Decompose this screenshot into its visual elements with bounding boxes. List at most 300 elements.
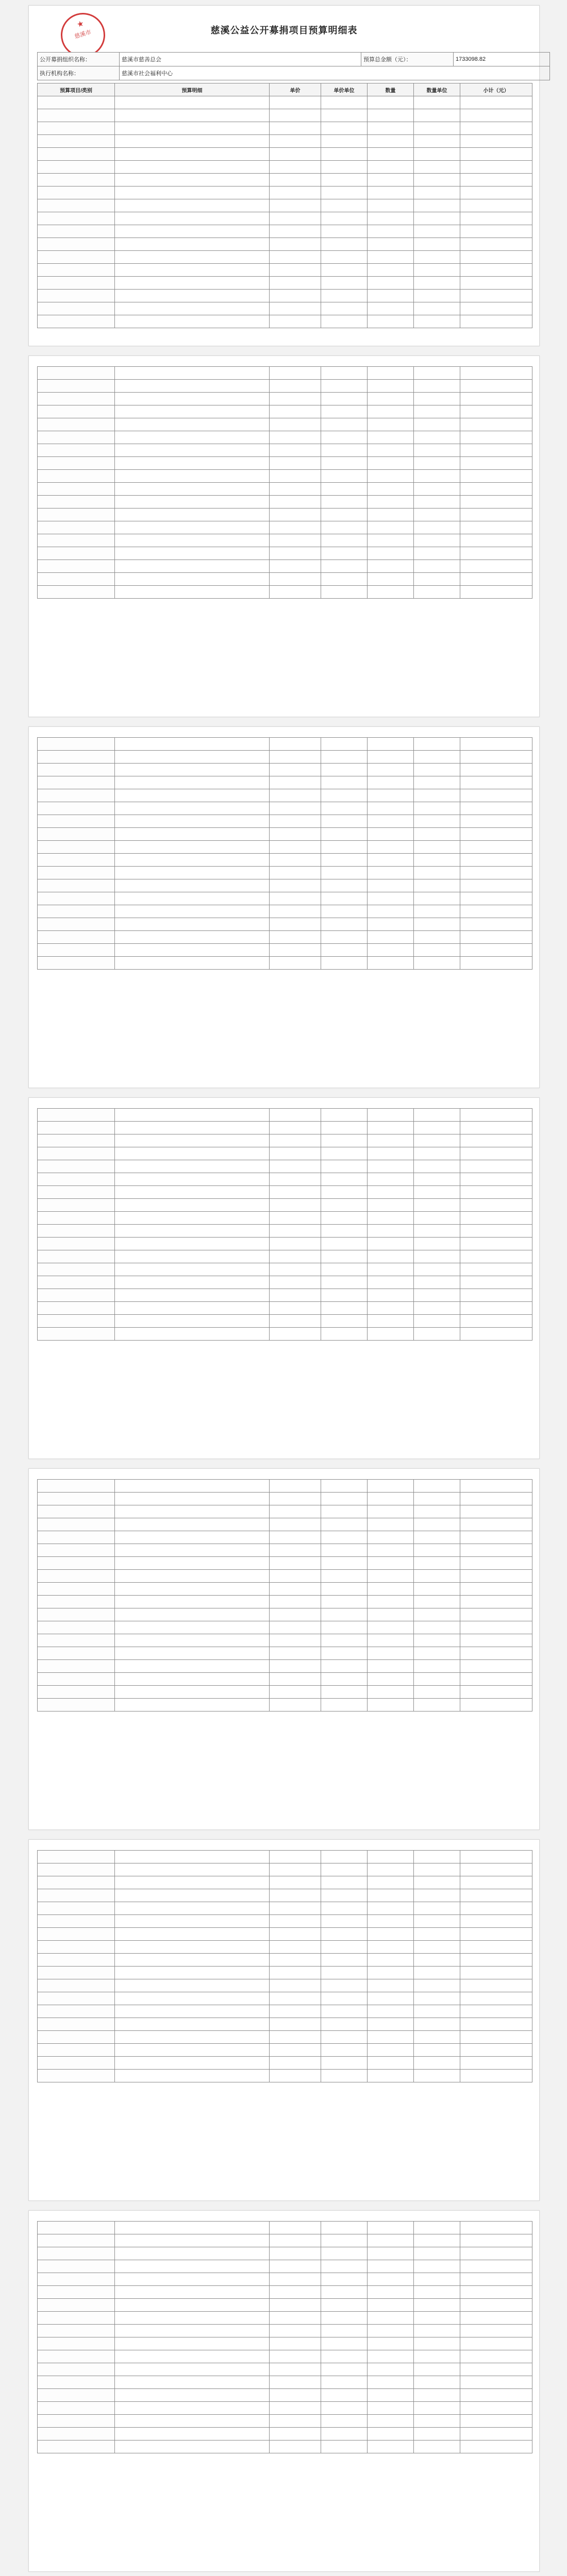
cell-qty (368, 1518, 414, 1531)
cell-group (38, 1328, 115, 1341)
cell-subtotal (460, 1493, 532, 1505)
cell-desc (115, 2337, 270, 2350)
cell-subtotal (460, 174, 532, 187)
cell-price (270, 1480, 321, 1493)
cell-unit (321, 776, 368, 789)
cell-desc (115, 1199, 270, 1212)
cell-group (38, 1851, 115, 1863)
cell-qty (368, 148, 414, 161)
cell-qty (368, 2312, 414, 2325)
cell-subtotal (460, 1992, 532, 2005)
cell-qty (368, 1992, 414, 2005)
table-row (38, 2005, 532, 2018)
cell-subtotal (460, 905, 532, 918)
cell-qty (368, 444, 414, 457)
cell-desc (115, 380, 270, 393)
cell-unit (321, 2273, 368, 2286)
cell-qunit (414, 251, 460, 264)
cell-subtotal (460, 431, 532, 444)
table-row (38, 573, 532, 586)
cell-subtotal (460, 302, 532, 315)
table-row (38, 2402, 532, 2415)
table-row (38, 290, 532, 302)
cell-qunit (414, 1660, 460, 1673)
cell-subtotal (460, 1328, 532, 1341)
cell-group (38, 573, 115, 586)
cell-unit (321, 2018, 368, 2031)
cell-qty (368, 251, 414, 264)
cell-price (270, 738, 321, 751)
table-row (38, 789, 532, 802)
cell-qty (368, 122, 414, 135)
cell-group (38, 199, 115, 212)
cell-group (38, 161, 115, 174)
cell-group (38, 393, 115, 405)
cell-subtotal (460, 892, 532, 905)
cell-subtotal (460, 1979, 532, 1992)
cell-group (38, 931, 115, 944)
cell-price (270, 931, 321, 944)
cell-qunit (414, 2234, 460, 2247)
cell-group (38, 1699, 115, 1711)
cell-qty (368, 1225, 414, 1238)
cell-group (38, 879, 115, 892)
cell-desc (115, 1289, 270, 1302)
cell-qunit (414, 444, 460, 457)
table-row (38, 1544, 532, 1557)
cell-group (38, 2376, 115, 2389)
table-row (38, 521, 532, 534)
cell-desc (115, 1147, 270, 1160)
cell-qty (368, 1941, 414, 1954)
cell-qunit (414, 2031, 460, 2044)
cell-group (38, 2222, 115, 2234)
cell-qty (368, 1544, 414, 1557)
cell-price (270, 1122, 321, 1134)
cell-desc (115, 2057, 270, 2070)
cell-qunit (414, 1493, 460, 1505)
table-row (38, 1889, 532, 1902)
cell-price (270, 109, 321, 122)
cell-qty (368, 96, 414, 109)
cell-qunit (414, 290, 460, 302)
cell-desc (115, 290, 270, 302)
cell-desc (115, 1647, 270, 1660)
cell-price (270, 199, 321, 212)
cell-qunit (414, 841, 460, 854)
cell-subtotal (460, 483, 532, 496)
table-row (38, 1557, 532, 1570)
table-row (38, 2273, 532, 2286)
cell-qty (368, 560, 414, 573)
cell-qty (368, 1621, 414, 1634)
cell-price (270, 2018, 321, 2031)
table-row (38, 2312, 532, 2325)
table-row (38, 444, 532, 457)
table-row (38, 2234, 532, 2247)
cell-group (38, 2441, 115, 2453)
cell-qty (368, 1928, 414, 1941)
cell-qunit (414, 418, 460, 431)
cell-desc (115, 315, 270, 328)
cell-subtotal (460, 418, 532, 431)
cell-price (270, 1570, 321, 1583)
table-row (38, 1634, 532, 1647)
cell-unit (321, 1480, 368, 1493)
cell-price (270, 1250, 321, 1263)
table-row (38, 225, 532, 238)
cell-desc (115, 1302, 270, 1315)
cell-qunit (414, 2350, 460, 2363)
cell-unit (321, 380, 368, 393)
cell-subtotal (460, 957, 532, 970)
cell-price (270, 2234, 321, 2247)
table-row (38, 1851, 532, 1863)
cell-qty (368, 315, 414, 328)
table-row (38, 2031, 532, 2044)
cell-subtotal (460, 290, 532, 302)
cell-qty (368, 892, 414, 905)
cell-unit (321, 1315, 368, 1328)
table-row (38, 1979, 532, 1992)
cell-qunit (414, 815, 460, 828)
cell-group (38, 483, 115, 496)
cell-qunit (414, 521, 460, 534)
cell-desc (115, 2428, 270, 2441)
cell-qty (368, 1660, 414, 1673)
cell-qunit (414, 1302, 460, 1315)
cell-desc (115, 187, 270, 199)
cell-subtotal (460, 2031, 532, 2044)
table-row (38, 1954, 532, 1967)
cell-qty (368, 2350, 414, 2363)
table-row (38, 1238, 532, 1250)
cell-desc (115, 2286, 270, 2299)
cell-qty (368, 393, 414, 405)
cell-subtotal (460, 509, 532, 521)
cell-qty (368, 496, 414, 509)
cell-group (38, 1583, 115, 1596)
cell-subtotal (460, 1173, 532, 1186)
cell-unit (321, 1928, 368, 1941)
cell-subtotal (460, 496, 532, 509)
cell-desc (115, 1109, 270, 1122)
document-title: 慈溪公益公开募捐项目预算明细表 (210, 25, 358, 36)
cell-price (270, 2299, 321, 2312)
cell-unit (321, 1238, 368, 1250)
cell-group (38, 1225, 115, 1238)
cell-subtotal (460, 1876, 532, 1889)
cell-price (270, 2350, 321, 2363)
cell-qty (368, 212, 414, 225)
cell-group (38, 109, 115, 122)
page-2 (28, 355, 540, 717)
cell-qunit (414, 905, 460, 918)
cell-group (38, 2018, 115, 2031)
cell-qunit (414, 393, 460, 405)
project-header-table (37, 52, 550, 80)
table-row (38, 957, 532, 970)
cell-price (270, 1876, 321, 1889)
cell-unit (321, 1263, 368, 1276)
cell-unit (321, 2260, 368, 2273)
table-row (38, 1660, 532, 1673)
cell-desc (115, 534, 270, 547)
cell-qty (368, 918, 414, 931)
table-row (38, 418, 532, 431)
table-row (38, 2286, 532, 2299)
cell-qty (368, 815, 414, 828)
cell-subtotal (460, 1634, 532, 1647)
cell-unit (321, 802, 368, 815)
cell-group (38, 789, 115, 802)
table-row (38, 828, 532, 841)
cell-qunit (414, 2260, 460, 2273)
cell-qty (368, 854, 414, 867)
cell-unit (321, 483, 368, 496)
cell-qty (368, 1583, 414, 1596)
cell-qunit (414, 277, 460, 290)
cell-desc (115, 2350, 270, 2363)
cell-desc (115, 1876, 270, 1889)
cell-unit (321, 2286, 368, 2299)
cell-group (38, 764, 115, 776)
cell-subtotal (460, 2222, 532, 2234)
cell-desc (115, 1915, 270, 1928)
cell-price (270, 1505, 321, 1518)
cell-desc (115, 2247, 270, 2260)
cell-group (38, 841, 115, 854)
table-row (38, 1225, 532, 1238)
table-row (38, 1493, 532, 1505)
cell-group (38, 1596, 115, 1608)
cell-unit (321, 1212, 368, 1225)
cell-price (270, 277, 321, 290)
cell-subtotal (460, 1505, 532, 1518)
cell-desc (115, 2376, 270, 2389)
table-row (38, 931, 532, 944)
cell-group (38, 905, 115, 918)
cell-desc (115, 1186, 270, 1199)
cell-qty (368, 1570, 414, 1583)
cell-subtotal (460, 2312, 532, 2325)
cell-unit (321, 251, 368, 264)
cell-unit (321, 1876, 368, 1889)
cell-unit (321, 1518, 368, 1531)
cell-price (270, 2247, 321, 2260)
page-5 (28, 1468, 540, 1830)
cell-qunit (414, 225, 460, 238)
cell-qunit (414, 199, 460, 212)
cell-unit (321, 586, 368, 599)
table-row (38, 470, 532, 483)
cell-price (270, 867, 321, 879)
cell-price (270, 1889, 321, 1902)
table-row (38, 174, 532, 187)
cell-qty (368, 2222, 414, 2234)
cell-desc (115, 122, 270, 135)
cell-qty (368, 483, 414, 496)
cell-desc (115, 2018, 270, 2031)
cell-qunit (414, 1480, 460, 1493)
table-header-row (38, 83, 532, 96)
cell-group (38, 444, 115, 457)
cell-desc (115, 1505, 270, 1518)
cell-qunit (414, 457, 460, 470)
cell-desc (115, 944, 270, 957)
cell-qty (368, 2044, 414, 2057)
cell-qunit (414, 1876, 460, 1889)
cell-subtotal (460, 2044, 532, 2057)
cell-group (38, 1212, 115, 1225)
cell-price (270, 905, 321, 918)
cell-qunit (414, 534, 460, 547)
cell-qty (368, 1493, 414, 1505)
cell-qunit (414, 1928, 460, 1941)
table-row (38, 918, 532, 931)
cell-price (270, 2031, 321, 2044)
cell-unit (321, 1186, 368, 1199)
cell-desc (115, 405, 270, 418)
cell-qty (368, 764, 414, 776)
budget-items-table (37, 1108, 532, 1341)
cell-qty (368, 199, 414, 212)
cell-group (38, 187, 115, 199)
cell-desc (115, 1238, 270, 1250)
cell-group (38, 1289, 115, 1302)
column-header: 预算明细 (115, 83, 270, 96)
cell-qty (368, 957, 414, 970)
cell-desc (115, 1621, 270, 1634)
header-cell: 慈溪市社会福利中心 (120, 66, 550, 80)
cell-unit (321, 277, 368, 290)
cell-price (270, 225, 321, 238)
cell-qty (368, 2389, 414, 2402)
cell-qunit (414, 367, 460, 380)
cell-group (38, 1160, 115, 1173)
cell-qunit (414, 547, 460, 560)
cell-desc (115, 1250, 270, 1263)
cell-qty (368, 1851, 414, 1863)
budget-items-table (37, 2221, 532, 2453)
cell-qty (368, 1979, 414, 1992)
cell-qty (368, 470, 414, 483)
cell-unit (321, 521, 368, 534)
cell-qunit (414, 2428, 460, 2441)
table-row (38, 2222, 532, 2234)
cell-unit (321, 290, 368, 302)
table-row (38, 2260, 532, 2273)
cell-group (38, 2070, 115, 2082)
cell-price (270, 892, 321, 905)
cell-subtotal (460, 1134, 532, 1147)
cell-qunit (414, 148, 460, 161)
cell-qty (368, 405, 414, 418)
cell-group (38, 431, 115, 444)
table-row (38, 1967, 532, 1979)
cell-qty (368, 1596, 414, 1608)
column-header: 单价单位 (321, 83, 368, 96)
cell-qty (368, 2376, 414, 2389)
cell-desc (115, 1902, 270, 1915)
cell-price (270, 1967, 321, 1979)
cell-qunit (414, 1851, 460, 1863)
table-row (38, 2441, 532, 2453)
cell-price (270, 367, 321, 380)
cell-qunit (414, 2312, 460, 2325)
cell-group (38, 1915, 115, 1928)
cell-qunit (414, 1863, 460, 1876)
cell-qunit (414, 879, 460, 892)
cell-subtotal (460, 2337, 532, 2350)
cell-desc (115, 496, 270, 509)
cell-price (270, 1531, 321, 1544)
cell-subtotal (460, 2286, 532, 2299)
cell-qty (368, 1673, 414, 1686)
cell-price (270, 1992, 321, 2005)
cell-desc (115, 1276, 270, 1289)
table-row (38, 238, 532, 251)
cell-price (270, 1518, 321, 1531)
cell-unit (321, 1493, 368, 1505)
cell-qunit (414, 918, 460, 931)
cell-desc (115, 1992, 270, 2005)
cell-unit (321, 2299, 368, 2312)
cell-qty (368, 1686, 414, 1699)
cell-subtotal (460, 789, 532, 802)
cell-unit (321, 470, 368, 483)
cell-unit (321, 405, 368, 418)
cell-subtotal (460, 1954, 532, 1967)
cell-desc (115, 867, 270, 879)
cell-subtotal (460, 1147, 532, 1160)
cell-qunit (414, 802, 460, 815)
cell-group (38, 380, 115, 393)
cell-unit (321, 161, 368, 174)
cell-qunit (414, 1134, 460, 1147)
cell-unit (321, 931, 368, 944)
cell-price (270, 380, 321, 393)
table-row (38, 161, 532, 174)
cell-desc (115, 2234, 270, 2247)
cell-price (270, 2441, 321, 2453)
table-row (38, 867, 532, 879)
cell-desc (115, 2070, 270, 2082)
cell-qunit (414, 212, 460, 225)
cell-unit (321, 122, 368, 135)
cell-qunit (414, 1570, 460, 1583)
cell-price (270, 1851, 321, 1863)
cell-desc (115, 96, 270, 109)
cell-desc (115, 2273, 270, 2286)
cell-qunit (414, 496, 460, 509)
cell-group (38, 534, 115, 547)
cell-price (270, 1863, 321, 1876)
cell-qunit (414, 264, 460, 277)
cell-unit (321, 815, 368, 828)
cell-price (270, 122, 321, 135)
cell-desc (115, 547, 270, 560)
cell-desc (115, 148, 270, 161)
cell-unit (321, 1889, 368, 1902)
cell-unit (321, 2376, 368, 2389)
table-row (38, 135, 532, 148)
table-row (38, 1621, 532, 1634)
cell-unit (321, 109, 368, 122)
cell-desc (115, 174, 270, 187)
cell-desc (115, 1160, 270, 1173)
cell-unit (321, 2070, 368, 2082)
